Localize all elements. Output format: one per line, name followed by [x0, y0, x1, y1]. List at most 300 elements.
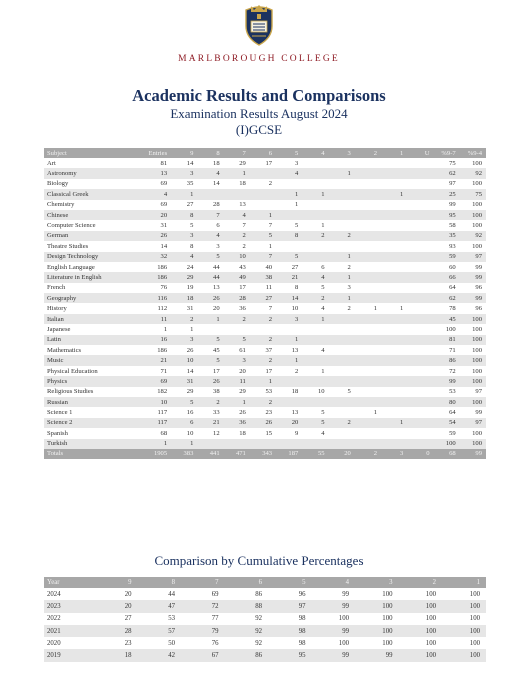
table-cell: 18: [213, 159, 220, 167]
table-cell: 43: [239, 263, 246, 271]
totals-row: [44, 449, 486, 459]
table-cell: 2: [242, 232, 246, 240]
table-cell: 29: [239, 388, 246, 396]
table-cell: 5: [268, 232, 273, 240]
table-cell: 17: [239, 284, 246, 292]
table-cell: [355, 231, 381, 241]
table-cell: 61: [239, 346, 246, 354]
table-cell: 96: [298, 590, 306, 598]
table-cell: 3: [190, 336, 194, 344]
table-cell: 98: [298, 615, 306, 623]
table-cell: 58: [449, 222, 456, 230]
table-cell: 29: [239, 159, 246, 167]
table-cell: 8: [190, 242, 194, 250]
column-header: 6: [225, 577, 269, 588]
table-cell: [381, 345, 407, 355]
table-cell: [250, 189, 276, 199]
table-cell: 5: [242, 336, 246, 344]
table-cell: 100: [382, 615, 393, 623]
table-cell: [407, 335, 433, 345]
table-cell: [381, 252, 407, 262]
table-cell: 62: [449, 294, 456, 302]
table-cell: 2: [321, 232, 325, 240]
table-cell: 100: [472, 440, 482, 448]
table-row: [44, 637, 486, 649]
table-cell: 69: [160, 180, 168, 188]
table-cell: 112: [157, 305, 168, 313]
table-cell: [355, 158, 381, 168]
table-cell: 17: [213, 367, 220, 375]
table-cell: 100: [472, 346, 482, 354]
table-cell: 42: [168, 652, 175, 660]
table-cell: 27: [186, 201, 194, 209]
table-cell: [302, 335, 328, 345]
table-cell: 4: [216, 170, 220, 178]
table-cell: 86: [255, 652, 262, 660]
column-header: %9-4: [460, 148, 486, 158]
totals-cell: 55: [302, 449, 328, 459]
table-cell: 2: [321, 294, 325, 302]
table-cell: [407, 428, 433, 438]
table-cell: 19: [186, 284, 194, 292]
table-cell: 6: [321, 263, 325, 271]
table-cell: [329, 397, 355, 407]
table-cell: 100: [425, 602, 436, 610]
column-header: 2: [355, 148, 381, 158]
table-cell: 20: [239, 367, 246, 375]
table-cell: [355, 293, 381, 303]
table-cell: [197, 439, 223, 449]
table-cell: 1: [399, 419, 404, 427]
table-cell: 99: [342, 590, 349, 598]
page-subtitle: Examination Results August 2024: [170, 106, 348, 121]
table-row: [44, 649, 486, 661]
table-cell: [355, 272, 381, 282]
table-cell: [381, 314, 407, 324]
table-cell: 33: [213, 409, 220, 417]
subject-name: Physical Education: [47, 367, 98, 375]
table-cell: 1: [295, 357, 299, 365]
table-cell: 69: [211, 590, 219, 598]
table-cell: 76: [160, 284, 168, 292]
table-cell: [355, 210, 381, 220]
table-cell: 97: [475, 419, 482, 427]
table-cell: [407, 366, 433, 376]
table-row: [44, 335, 486, 345]
table-cell: 53: [449, 388, 456, 396]
column-header: 4: [302, 148, 328, 158]
table-cell: 38: [265, 273, 273, 281]
table-cell: 100: [338, 615, 349, 623]
table-cell: [302, 200, 328, 210]
subject-name: Art: [47, 159, 56, 167]
comparison-table-header: [44, 577, 486, 588]
table-cell: 10: [239, 253, 246, 261]
table-cell: 5: [216, 357, 220, 365]
table-cell: 4: [321, 429, 325, 437]
comparison-table: [44, 577, 486, 662]
table-cell: [355, 179, 381, 189]
table-cell: 100: [382, 602, 393, 610]
year-label: 2021: [47, 627, 61, 635]
table-cell: 1: [295, 190, 299, 198]
table-cell: 92: [475, 232, 482, 240]
table-cell: 1: [347, 170, 351, 178]
table-cell: 53: [168, 615, 175, 623]
totals-cell: 0: [407, 449, 433, 459]
subject-name: Japanese: [47, 325, 71, 333]
table-cell: 11: [239, 377, 246, 385]
table-cell: 1: [190, 190, 194, 198]
table-cell: [381, 324, 407, 334]
table-cell: 8: [295, 284, 299, 292]
table-cell: [355, 397, 381, 407]
table-cell: 92: [255, 615, 262, 623]
table-cell: [329, 345, 355, 355]
table-row: [44, 252, 486, 262]
table-cell: 5: [321, 419, 325, 427]
table-cell: [302, 324, 328, 334]
table-cell: 99: [475, 409, 482, 417]
table-cell: 4: [163, 190, 168, 198]
subject-name: Spanish: [47, 429, 68, 437]
table-cell: [329, 220, 355, 230]
table-cell: 44: [168, 590, 175, 598]
table-cell: 20: [291, 419, 299, 427]
table-cell: [302, 252, 328, 262]
totals-cell: 343: [250, 449, 276, 459]
subject-name: Science 2: [47, 419, 73, 427]
table-cell: 100: [425, 590, 436, 598]
table-cell: [276, 210, 302, 220]
table-cell: 27: [291, 263, 299, 271]
table-cell: [302, 355, 328, 365]
table-cell: 14: [160, 242, 168, 250]
table-cell: 1: [321, 315, 325, 323]
table-cell: 1: [268, 377, 273, 385]
table-cell: 20: [124, 590, 132, 598]
table-cell: 4: [242, 211, 246, 219]
table-cell: 95: [449, 211, 456, 219]
table-row: [44, 272, 486, 282]
table-cell: [329, 407, 355, 417]
table-cell: 99: [449, 201, 456, 209]
table-cell: 14: [186, 367, 194, 375]
year-label: 2022: [47, 615, 61, 623]
table-cell: 2: [347, 232, 351, 240]
table-cell: 81: [160, 159, 168, 167]
table-cell: 86: [255, 590, 262, 598]
table-cell: 1: [399, 305, 404, 313]
table-cell: 14: [186, 159, 194, 167]
table-cell: 4: [321, 305, 325, 313]
table-cell: [355, 262, 381, 272]
totals-cell: 3: [381, 449, 407, 459]
table-cell: 1: [321, 222, 325, 230]
table-cell: [407, 283, 433, 293]
table-row: [44, 200, 486, 210]
column-header: 3: [329, 148, 355, 158]
table-cell: [407, 439, 433, 449]
column-header: Entries: [131, 148, 171, 158]
table-cell: 3: [295, 315, 299, 323]
table-cell: [381, 366, 407, 376]
table-cell: 1: [347, 253, 351, 261]
table-cell: 99: [475, 273, 482, 281]
subject-name: Design Technology: [47, 253, 99, 261]
table-cell: 3: [242, 357, 246, 365]
table-cell: 66: [449, 273, 456, 281]
table-cell: [329, 158, 355, 168]
year-label: 2019: [47, 652, 61, 660]
table-cell: 100: [425, 615, 436, 623]
table-cell: 97: [475, 253, 482, 261]
table-cell: 2: [347, 263, 351, 271]
table-cell: 100: [472, 180, 482, 188]
table-cell: 13: [239, 201, 246, 209]
table-cell: 100: [445, 440, 456, 448]
table-cell: [407, 407, 433, 417]
table-cell: 8: [190, 211, 194, 219]
table-cell: 4: [321, 346, 325, 354]
table-cell: 100: [472, 357, 482, 365]
table-cell: [276, 241, 302, 251]
table-cell: [381, 158, 407, 168]
table-cell: [224, 439, 250, 449]
table-cell: 92: [255, 639, 262, 647]
table-cell: 81: [449, 336, 456, 344]
table-cell: [407, 168, 433, 178]
table-row: [44, 407, 486, 417]
subject-name: Biology: [47, 180, 69, 188]
subject-name: Classical Greek: [47, 190, 89, 198]
table-cell: 100: [382, 590, 393, 598]
table-cell: 72: [449, 367, 456, 375]
table-cell: 18: [186, 294, 194, 302]
table-cell: 8: [295, 232, 299, 240]
table-cell: 35: [449, 232, 456, 240]
table-cell: [355, 200, 381, 210]
table-cell: 100: [472, 377, 482, 385]
table-cell: 64: [449, 284, 456, 292]
table-cell: 1: [373, 305, 378, 313]
table-cell: 17: [265, 159, 273, 167]
table-cell: [329, 439, 355, 449]
table-cell: 11: [265, 284, 273, 292]
table-row: [44, 387, 486, 397]
table-cell: 100: [469, 652, 480, 660]
table-cell: [302, 376, 328, 386]
table-cell: 59: [449, 429, 456, 437]
table-cell: 16: [186, 409, 194, 417]
table-cell: 1: [242, 398, 246, 406]
table-cell: 26: [265, 419, 273, 427]
table-cell: 100: [425, 652, 436, 660]
table-cell: 71: [160, 367, 168, 375]
subject-name: Geography: [47, 294, 77, 302]
table-cell: [381, 210, 407, 220]
table-cell: 9: [295, 429, 299, 437]
totals-label: Totals: [44, 449, 131, 459]
table-cell: 92: [255, 627, 262, 635]
table-cell: 2: [347, 305, 351, 313]
table-row: [44, 600, 486, 612]
table-cell: 14: [213, 180, 220, 188]
table-cell: 18: [239, 429, 246, 437]
table-cell: [407, 220, 433, 230]
table-cell: 2: [242, 242, 246, 250]
table-cell: [407, 252, 433, 262]
table-cell: [407, 262, 433, 272]
column-header: 8: [197, 148, 223, 158]
table-row: [44, 625, 486, 637]
table-cell: [355, 220, 381, 230]
table-cell: 5: [347, 388, 351, 396]
table-cell: [407, 200, 433, 210]
subject-name: Literature in English: [47, 273, 102, 281]
table-cell: 20: [213, 305, 220, 313]
table-cell: 21: [213, 419, 220, 427]
table-cell: [381, 376, 407, 386]
table-cell: 2: [268, 180, 273, 188]
table-cell: 100: [469, 639, 480, 647]
table-cell: 2: [190, 315, 194, 323]
column-header: 1: [381, 148, 407, 158]
table-cell: 49: [239, 273, 246, 281]
table-cell: 36: [239, 305, 246, 313]
qualification-label: (I)GCSE: [235, 122, 283, 137]
table-cell: [381, 397, 407, 407]
table-cell: 117: [157, 409, 168, 417]
table-cell: 26: [213, 294, 220, 302]
table-cell: [407, 397, 433, 407]
table-cell: 72: [211, 602, 219, 610]
year-label: 2020: [47, 639, 61, 647]
table-cell: [276, 179, 302, 189]
totals-cell: 2: [355, 449, 381, 459]
table-cell: 7: [216, 211, 220, 219]
table-cell: [250, 200, 276, 210]
table-cell: 2: [347, 419, 351, 427]
table-cell: 2: [268, 315, 273, 323]
results-table: [44, 148, 486, 459]
table-cell: [355, 345, 381, 355]
table-cell: 14: [291, 294, 299, 302]
table-cell: 98: [298, 639, 306, 647]
table-cell: [302, 158, 328, 168]
table-cell: 10: [186, 429, 194, 437]
table-cell: 1: [268, 211, 273, 219]
table-cell: [407, 179, 433, 189]
column-header: 5: [268, 577, 312, 588]
table-row: [44, 428, 486, 438]
table-row: [44, 158, 486, 168]
table-row: [44, 293, 486, 303]
column-header: 7: [224, 148, 250, 158]
table-cell: 35: [186, 180, 194, 188]
table-cell: 5: [295, 253, 299, 261]
table-cell: 98: [298, 627, 306, 635]
college-name: MARLBOROUGH COLLEGE: [178, 54, 340, 64]
table-cell: [407, 387, 433, 397]
table-cell: [407, 241, 433, 251]
table-cell: [197, 324, 223, 334]
subject-name: History: [47, 305, 67, 313]
table-cell: 2: [268, 357, 273, 365]
table-cell: 26: [160, 232, 168, 240]
table-cell: 7: [242, 222, 246, 230]
table-cell: [407, 303, 433, 313]
table-cell: [407, 324, 433, 334]
table-cell: [381, 272, 407, 282]
table-cell: 57: [168, 627, 175, 635]
table-cell: 99: [385, 652, 393, 660]
table-cell: 4: [295, 170, 299, 178]
table-cell: 99: [342, 602, 349, 610]
table-cell: 5: [190, 398, 194, 406]
table-cell: 186: [157, 346, 168, 354]
table-row: [44, 210, 486, 220]
subject-name: Turkish: [47, 440, 68, 448]
table-row: [44, 220, 486, 230]
table-cell: 29: [186, 388, 194, 396]
table-cell: 100: [469, 602, 480, 610]
table-cell: 3: [190, 232, 194, 240]
results-table-header: [44, 148, 486, 158]
table-cell: [381, 407, 407, 417]
subject-name: Italian: [47, 315, 64, 323]
table-cell: 100: [445, 325, 456, 333]
table-cell: 75: [449, 159, 456, 167]
subject-name: Music: [47, 357, 64, 365]
table-row: [44, 397, 486, 407]
table-cell: [302, 241, 328, 251]
table-cell: 10: [186, 357, 194, 365]
table-cell: 86: [449, 357, 456, 365]
table-cell: [302, 168, 328, 178]
table-cell: 6: [216, 222, 220, 230]
column-header: 7: [181, 577, 225, 588]
totals-cell: 383: [171, 449, 197, 459]
year-label: 2023: [47, 602, 61, 610]
table-cell: 37: [265, 346, 273, 354]
table-cell: 40: [265, 263, 273, 271]
table-cell: 1: [399, 190, 404, 198]
table-cell: 21: [160, 357, 168, 365]
table-cell: 18: [239, 180, 246, 188]
table-cell: 26: [186, 346, 194, 354]
subject-name: German: [47, 232, 69, 240]
table-cell: [302, 179, 328, 189]
table-row: [44, 303, 486, 313]
table-cell: 79: [211, 627, 219, 635]
table-cell: [329, 366, 355, 376]
table-cell: [407, 158, 433, 168]
table-cell: 97: [298, 602, 306, 610]
table-cell: [381, 439, 407, 449]
column-header: 2: [399, 577, 443, 588]
table-cell: 38: [213, 388, 220, 396]
table-cell: 1: [321, 190, 325, 198]
table-cell: [355, 252, 381, 262]
table-cell: 68: [160, 429, 168, 437]
table-cell: 1: [216, 315, 220, 323]
table-cell: [250, 324, 276, 334]
table-cell: 100: [472, 429, 482, 437]
table-cell: 2: [295, 367, 299, 375]
table-cell: [329, 376, 355, 386]
table-cell: 11: [160, 315, 168, 323]
